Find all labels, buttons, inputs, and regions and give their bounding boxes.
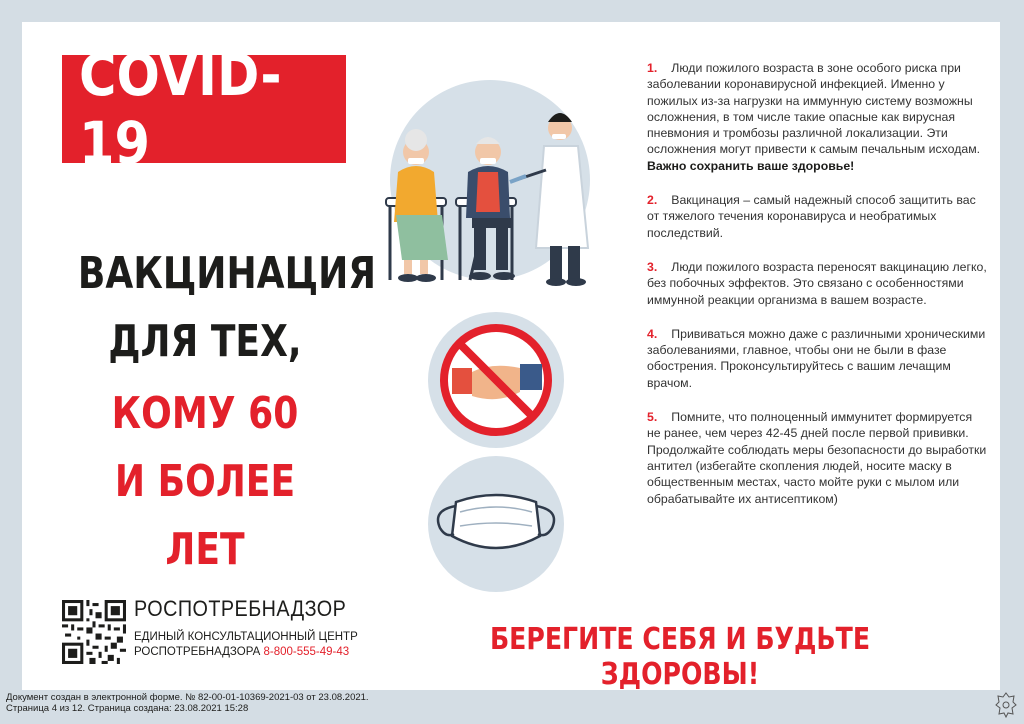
meta-line: Страница 4 из 12. Страница создана: 23.08.2021 15:28 xyxy=(6,703,249,714)
item-bold-text: Важно сохранить ваше здоровье! xyxy=(647,158,855,173)
list-item xyxy=(647,326,987,391)
item-text: Вакцинация – самый надежный способ защитить вас от тяжелого течения коронавируса и необратимых последствий. xyxy=(647,193,976,240)
org-name: РОСПОТРЕБНАДЗОР xyxy=(134,596,347,621)
item-number: 1. xyxy=(647,61,658,75)
headline-line: И БОЛЕЕ ЛЕТ xyxy=(114,456,296,575)
hotline-phone[interactable]: 8-800-555-49-43 xyxy=(263,646,350,658)
headline-age xyxy=(78,380,332,584)
advice-list xyxy=(647,60,987,525)
emblem-icon xyxy=(995,691,1017,719)
slogan: БЕРЕГИТЕ СЕБЯ И БУДЬТЕ ЗДОРОВЫ! xyxy=(489,622,871,692)
list-item xyxy=(647,259,987,308)
headline-vaccination xyxy=(77,240,377,376)
poster xyxy=(22,22,1000,690)
vaccination-illustration xyxy=(380,80,620,290)
face-mask-icon xyxy=(426,454,566,594)
covid-title: COVID-19 xyxy=(79,41,282,177)
list-item xyxy=(647,192,987,241)
headline-line: ВАКЦИНАЦИЯ xyxy=(77,248,377,299)
item-number: 2. xyxy=(647,193,658,208)
item-text: Люди пожилого возраста в зоне особого риска при заболевании коронавирусной инфекцией. Именно у пожилых из-за нагрузки на иммунную систему возможны осложнения, в том числе такие опасные как вирусная пневмония и тромбозы различной локализации. Эти осложнения могут привести к самым печальным исходам. xyxy=(647,61,981,157)
meta-line: Документ создан в электронной форме. № 82-00-01-10369-2021-03 от 23.08.2021. xyxy=(6,692,369,703)
center-line: ЕДИНЫЙ КОНСУЛЬТАЦИОННЫЙ ЦЕНТР xyxy=(134,631,358,643)
headline-line: ДЛЯ ТЕХ, xyxy=(108,316,302,367)
item-text: Помните, что полноценный иммунитет формируется не ранее, чем через 42-45 дней после первой прививки. Продолжайте соблюдать меры безопасности до выработки антител (избегайте скопления людей, носите маску в общественным местах, часто мойте руки с мылом или обрабатывайте их антисептиком) xyxy=(647,410,987,506)
no-handshake-icon xyxy=(426,310,566,450)
document-meta xyxy=(6,692,369,714)
item-text: Прививаться можно даже с различными хроническими заболеваниями, главное, чтобы они не были в фазе обострения. Проконсультируйтесь с вашим лечащим врачом. xyxy=(647,326,986,390)
item-number: 3. xyxy=(647,259,658,274)
consultation-center xyxy=(134,630,358,660)
list-item xyxy=(647,60,987,174)
item-number: 5. xyxy=(647,410,658,425)
center-line: РОСПОТРЕБНАДЗОРА xyxy=(134,646,261,658)
item-number: 4. xyxy=(647,326,658,341)
list-item xyxy=(647,409,987,507)
covid-title-box xyxy=(62,41,346,177)
headline-line: КОМУ 60 xyxy=(111,388,299,439)
item-text: Люди пожилого возраста переносят вакцинацию легко, без побочных эффектов. Это связано с особенностями иммунной реакции организма в вашем возрасте. xyxy=(647,259,987,307)
qr-code-icon[interactable] xyxy=(62,600,126,664)
